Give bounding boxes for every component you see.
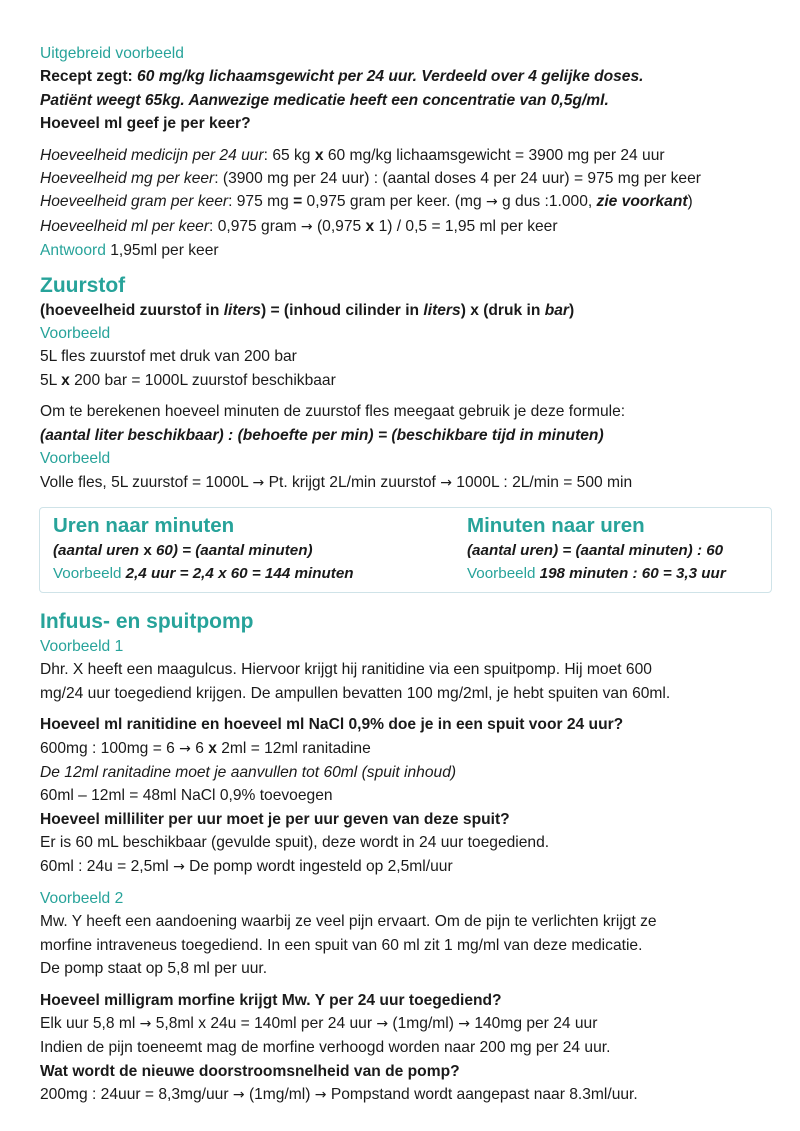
formula-line: (hoeveelheid zuurstof in liters) = (inhoud cilinder in liters) x (druk in bar) bbox=[40, 301, 575, 319]
calc-step: Elk uur 5,8 ml → 5,8ml x 24u = 140ml per 24 uur → (1mg/ml) → 140mg per 24 uur bbox=[40, 1015, 598, 1032]
patient-line: Patiënt weegt 65kg. Aanwezige medicatie heeft een concentratie van 0,5g/ml. bbox=[40, 91, 609, 109]
arrow-right-icon: → bbox=[173, 858, 185, 875]
box-title: Uren naar minuten bbox=[53, 513, 235, 537]
paragraph: Om te berekenen hoeveel minuten de zuurstof fles meegaat gebruik je deze formule: bbox=[40, 403, 626, 421]
hours-to-minutes bbox=[53, 512, 467, 592]
paragraph: De pomp staat op 5,8 ml per uur. bbox=[40, 960, 268, 978]
arrow-right-icon: → bbox=[458, 1016, 470, 1032]
paragraph: morfine intraveneus toegediend. In een spuit van 60 ml zit 1 mg/ml van deze medicatie. bbox=[40, 936, 643, 954]
calc-step: Er is 60 mL beschikbaar (gevulde spuit), deze wordt in 24 uur toegediend. bbox=[40, 834, 550, 852]
example-label: Voorbeeld bbox=[40, 325, 111, 343]
minutes-to-hours bbox=[467, 512, 726, 592]
paragraph: Mw. Y heeft een aandoening waarbij ze veel pijn ervaart. Om de pijn te verlichten krijgt ze bbox=[40, 913, 657, 931]
box-formula: (aantal uren) = (aantal minuten) : 60 bbox=[467, 541, 724, 559]
arrow-right-icon: → bbox=[252, 474, 265, 491]
calc-step: 60ml – 12ml = 48ml NaCl 0,9% toevoegen bbox=[40, 787, 333, 805]
calc-step: Hoeveelheid medicijn per 24 uur: 65 kg x 60 mg/kg lichaamsgewicht = 3900 mg per 24 uur bbox=[40, 146, 665, 164]
arrow-right-icon: → bbox=[179, 740, 191, 757]
calc-step: Hoeveelheid gram per keer: 975 mg = 0,975 gram per keer. (mg → g dus :1.000, zie voorkant) bbox=[40, 193, 693, 211]
arrow-right-icon: → bbox=[300, 218, 313, 235]
arrow-right-icon: → bbox=[376, 1016, 389, 1032]
paragraph: Dhr. X heeft een maagulcus. Hiervoor krijgt hij ranitidine via een spuitpomp. Hij moet 600 bbox=[40, 661, 652, 679]
section-label: Uitgebreid voorbeeld bbox=[40, 45, 184, 62]
calc-step: Indien de pijn toeneemt mag de morfine verhoogd worden naar 200 mg per 24 uur. bbox=[40, 1039, 611, 1057]
box-example: Voorbeeld 2,4 uur = 2,4 x 60 = 144 minuten bbox=[53, 564, 354, 582]
question: Hoeveel milligram morfine krijgt Mw. Y per 24 uur toegediend? bbox=[40, 991, 502, 1009]
paragraph: mg/24 uur toegediend krijgen. De ampullen bevatten 100 mg/2ml, je hebt spuiten van 60ml. bbox=[40, 684, 671, 702]
calc-step: Hoeveelheid ml per keer: 0,975 gram → (0,975 x 1) / 0,5 = 1,95 ml per keer bbox=[40, 217, 558, 235]
example-line: 5L x 200 bar = 1000L zuurstof beschikbaar bbox=[40, 371, 336, 389]
arrow-right-icon: → bbox=[232, 1087, 245, 1104]
box-title: Minuten naar uren bbox=[467, 513, 645, 537]
example-label: Voorbeeld 2 bbox=[40, 889, 124, 907]
example-line: Volle fles, 5L zuurstof = 1000L → Pt. krijgt 2L/min zuurstof → 1000L : 2L/min = 500 min bbox=[40, 473, 633, 491]
calc-step: 600mg : 100mg = 6 → 6 x 2ml = 12ml ranitadine bbox=[40, 739, 371, 757]
calc-step: Hoeveelheid mg per keer: (3900 mg per 24 uur) : (aantal doses 4 per 24 uur) = 975 mg per keer bbox=[40, 170, 701, 188]
arrow-right-icon: → bbox=[485, 194, 498, 211]
heading-zuurstof: Zuurstof bbox=[40, 273, 126, 297]
example-line: 5L fles zuurstof met druk van 200 bar bbox=[40, 348, 297, 366]
example-label: Voorbeeld bbox=[40, 450, 111, 468]
heading-infuus: Infuus- en spuitpomp bbox=[40, 609, 254, 633]
arrow-right-icon: → bbox=[440, 474, 452, 491]
question: Hoeveel ml ranitidine en hoeveel ml NaCl 0,9% doe je in een spuit voor 24 uur? bbox=[40, 716, 624, 734]
formula-line: (aantal liter beschikbaar) : (behoefte per min) = (beschikbare tijd in minuten) bbox=[40, 426, 604, 444]
arrow-right-icon: → bbox=[139, 1016, 152, 1032]
conversion-box bbox=[39, 507, 772, 593]
answer-line: Antwoord 1,95ml per keer bbox=[40, 242, 219, 260]
box-example: Voorbeeld 198 minuten : 60 = 3,3 uur bbox=[467, 564, 726, 582]
calc-step: 60ml : 24u = 2,5ml → De pomp wordt ingesteld op 2,5ml/uur bbox=[40, 857, 453, 875]
calc-step: De 12ml ranitadine moet je aanvullen tot 60ml (spuit inhoud) bbox=[40, 763, 457, 781]
question: Wat wordt de nieuwe doorstroomsnelheid van de pomp? bbox=[40, 1062, 460, 1080]
box-formula: (aantal uren x 60) = (aantal minuten) bbox=[53, 541, 313, 559]
calc-step: 200mg : 24uur = 8,3mg/uur → (1mg/ml) → Pompstand wordt aangepast naar 8.3ml/uur. bbox=[40, 1086, 638, 1104]
question: Hoeveel ml geef je per keer? bbox=[40, 115, 251, 133]
example-label: Voorbeeld 1 bbox=[40, 637, 124, 655]
arrow-right-icon: → bbox=[314, 1087, 327, 1104]
recipe-line: Recept zegt: 60 mg/kg lichaamsgewicht per 24 uur. Verdeeld over 4 gelijke doses. bbox=[40, 68, 644, 86]
question: Hoeveel milliliter per uur moet je per uur geven van deze spuit? bbox=[40, 810, 510, 828]
